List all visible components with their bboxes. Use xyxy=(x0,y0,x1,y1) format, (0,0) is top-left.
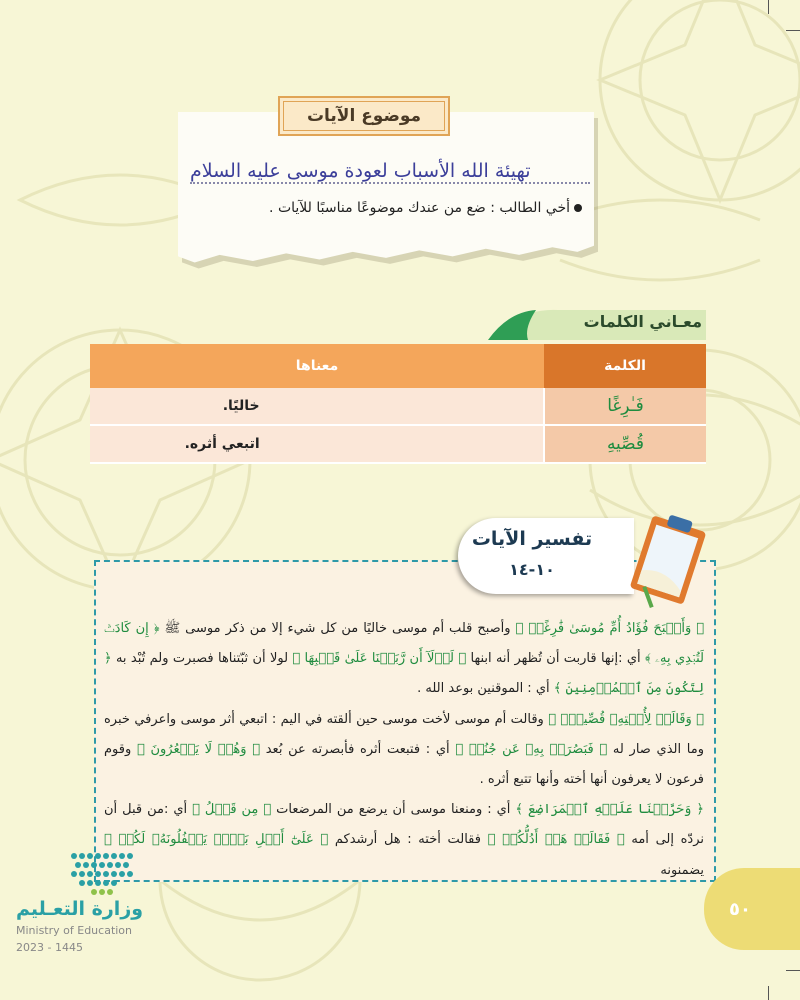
clipboard-icon xyxy=(616,508,720,612)
tafsir-badge xyxy=(458,518,634,594)
topic-instruction xyxy=(190,200,582,216)
table-row xyxy=(90,388,706,425)
tafsir-explanation: وأصبح قلب أم موسى خاليًا من كل شيء إلا من ذكر موسى ﷺ xyxy=(159,621,516,636)
quran-verse: ﴿ وَحَرَّمۡنَا عَلَيۡهِ ٱلۡمَرَاضِعَ ﴾ xyxy=(515,802,705,818)
quran-verse: ﴿ لَوۡلَآ أَن رَّبَطۡنَا عَلَىٰ قَلۡبِهَا ﴾ xyxy=(292,651,467,667)
topic-title: تهيئة الله الأسباب لعودة موسى عليه السلام xyxy=(190,160,531,182)
quran-verse: ﴿ فَبَصُرَتۡ بِهِۦ عَن جُنُبٖ ﴾ xyxy=(455,741,608,757)
quran-verse: ﴿ عَلَىٰٓ أَهۡلِ بَيۡتٖ يَكۡفُلُونَهُۥ لَكُمۡ ﴾ xyxy=(104,832,329,848)
tafsir-explanation: أي :إنها قاربت أن تُظهر أنه ابنها xyxy=(466,651,645,667)
tafsir-explanation: يضمنونه xyxy=(660,862,704,878)
tafsir-verse-range: ١٠-١٤ xyxy=(509,560,555,579)
crop-mark xyxy=(768,986,769,1000)
tafsir-explanation: أي : الموقنين بوعد الله . xyxy=(417,681,554,697)
quran-verse: ﴿ وَهُمۡ لَا يَشۡعُرُونَ ﴾ xyxy=(136,741,261,757)
word-cell: قُصِّيهِ xyxy=(544,425,706,463)
ministry-name-english: Ministry of Education xyxy=(16,924,133,937)
quran-verse: ﴿ فَقَالَتۡ هَلۡ أَدُلُّكُمۡ ﴾ xyxy=(487,832,625,848)
tafsir-explanation: لولا أن ثبّتناها فصبرت ولم تُبْد به xyxy=(111,651,293,667)
column-header-word: الكلمة xyxy=(544,344,706,388)
topic-title-line[interactable] xyxy=(190,148,590,184)
quran-verse: ﴿ وَقَالَتۡ لِأُخۡتِهِۦ قُصِّيهِۖ ﴾ xyxy=(548,711,704,727)
tafsir-text xyxy=(104,614,704,886)
tafsir-explanation: وقوم فرعون لا يعرفون أنها أخته وأنها تتبع أثره . xyxy=(104,741,704,788)
column-header-meaning: معناها xyxy=(90,344,544,388)
quran-verse: ﴿ لِتَكُونَ مِنَ ٱلۡمُؤۡمِنِينَ ﴾ xyxy=(104,651,704,697)
quran-verse: ﴿ مِن قَبۡلُ ﴾ xyxy=(192,802,272,818)
word-cell: فَـٰرِغًا xyxy=(544,388,706,425)
page-number: ٥٠ xyxy=(729,898,751,920)
quran-verse: ﴿ وَأَصۡبَحَ فُؤَادُ أُمِّ مُوسَىٰ فَٰرِغًاۖ ﴾ xyxy=(515,621,705,636)
tafsir-paragraph xyxy=(104,795,704,886)
crop-mark xyxy=(768,0,769,14)
tafsir-explanation: أي : فتبعت أثره فأبصرته عن بُعد xyxy=(260,741,456,757)
edition-year: 2023 - 1445 xyxy=(16,941,83,954)
crop-mark xyxy=(786,30,800,31)
tafsir-explanation: أي : ومنعنا موسى أن يرضع من المرضعات xyxy=(271,802,516,818)
meaning-cell: اتبعي أثره. xyxy=(90,425,544,463)
topic-label: موضوع الآيات xyxy=(278,96,450,136)
table-row xyxy=(90,425,706,463)
tafsir-title: تفسير الآيات xyxy=(471,528,593,550)
ministry-logo-dots-icon xyxy=(68,848,136,900)
tafsir-explanation: أي :من قبل أن نردّه إلى أمه xyxy=(104,802,705,848)
word-meanings-table xyxy=(90,344,706,464)
tafsir-paragraph xyxy=(104,705,704,796)
tafsir-paragraph xyxy=(104,614,704,705)
quran-verse: ﴿ إِن كَادَتۡ لَتُبۡدِي بِهِۦ ﴾ xyxy=(104,621,704,667)
topic-instruction-text: أخي الطالب : ضع من عندك موضوعًا مناسبًا للآيات . xyxy=(269,200,570,216)
tafsir-explanation: وقالت أم موسى لأخت موسى حين ألقته في اليم : اتبعي أثر موسى واعرفي خبره وما الذي صار له xyxy=(104,711,705,757)
ministry-name-arabic: وزارة التعـليم xyxy=(16,898,144,920)
page-number-tab xyxy=(704,868,800,950)
meaning-cell: خاليًا. xyxy=(90,388,544,425)
bullet-icon xyxy=(574,204,582,212)
tafsir-explanation: فقالت أخته : هل أرشدكم xyxy=(328,832,488,848)
word-meanings-label: معـاني الكلمات xyxy=(583,312,702,331)
crop-mark xyxy=(786,970,800,971)
